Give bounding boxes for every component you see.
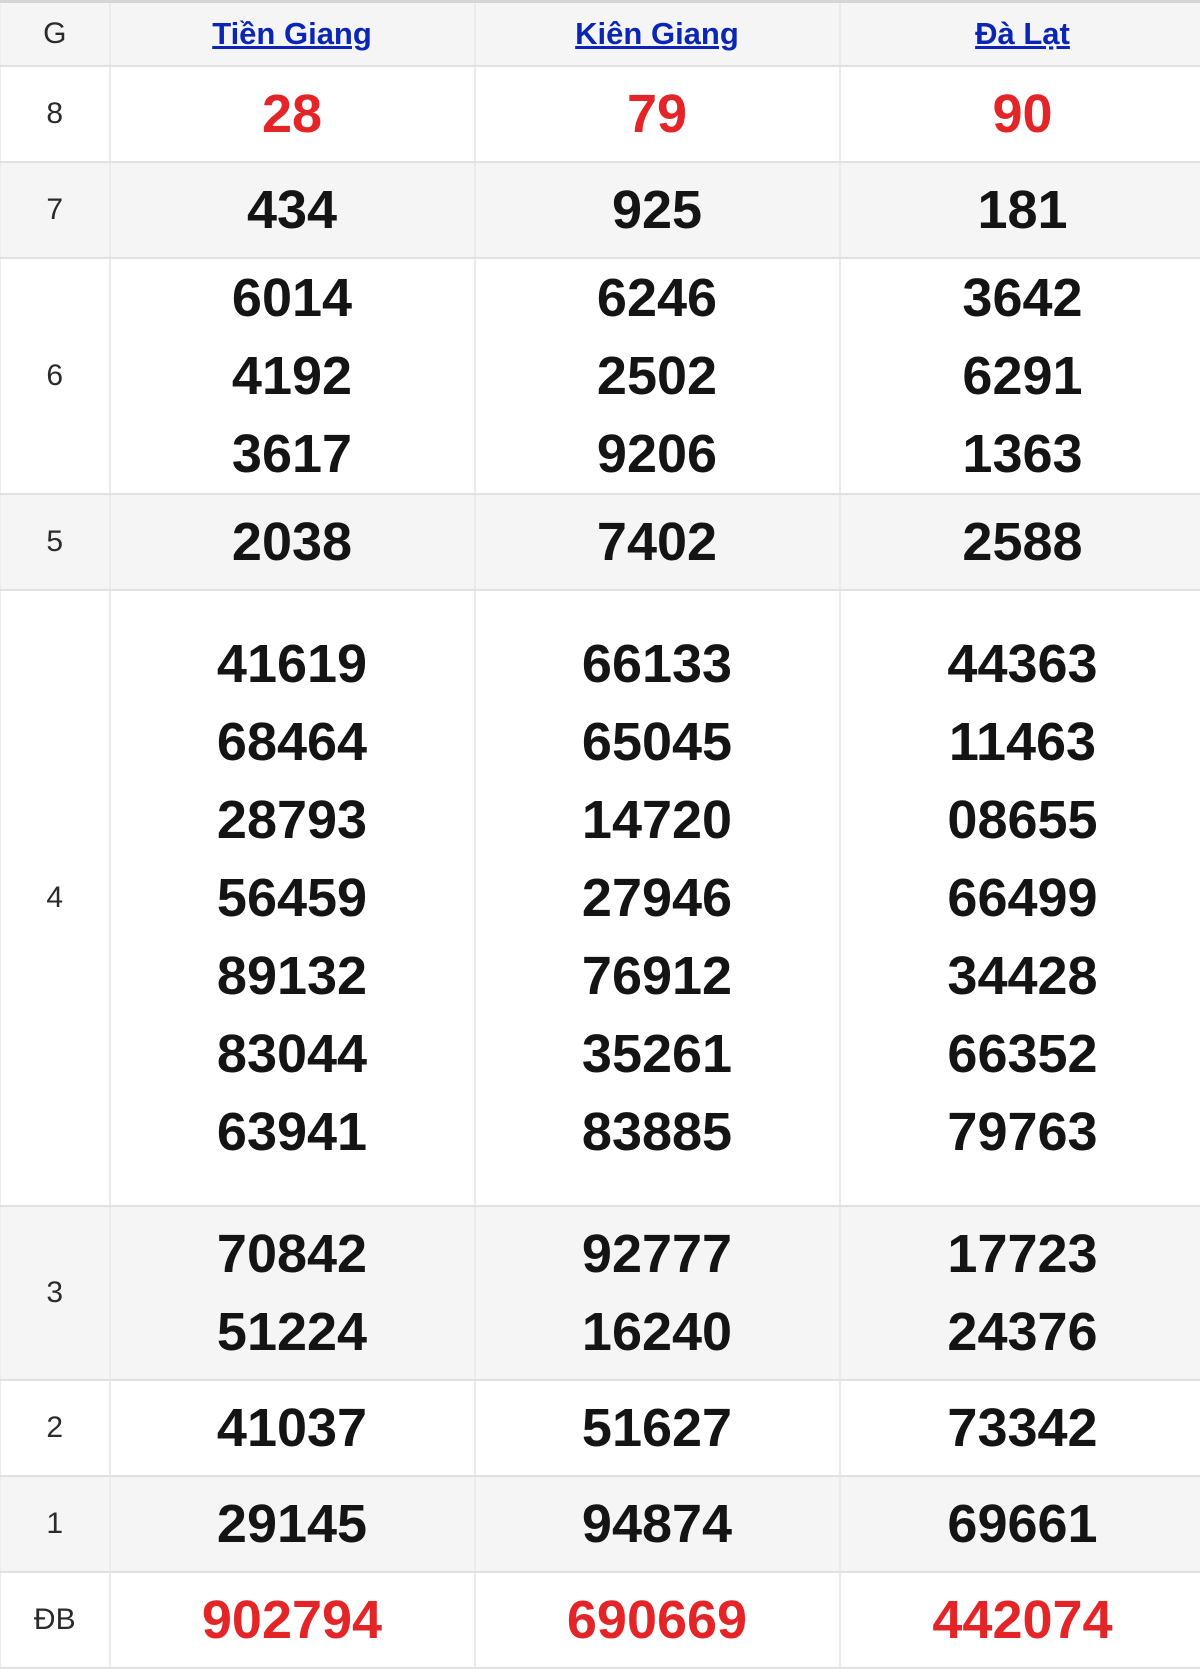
prize-cell-tien-giang bbox=[110, 590, 475, 1206]
prize-label: 6 bbox=[1, 258, 110, 494]
prize-row-4 bbox=[1, 590, 1200, 1206]
prize-column-header: G bbox=[1, 2, 110, 67]
result-number: 442074 bbox=[841, 1581, 1200, 1659]
prize-cell-da-lat bbox=[840, 66, 1200, 162]
province-header-da-lat bbox=[840, 2, 1200, 67]
table-header bbox=[1, 2, 1200, 67]
result-number: 690669 bbox=[476, 1581, 839, 1659]
result-number: 9206 bbox=[476, 415, 839, 493]
prize-label: 3 bbox=[1, 1206, 110, 1380]
result-number: 83044 bbox=[111, 1015, 474, 1093]
prize-label: 2 bbox=[1, 1380, 110, 1476]
result-number: 70842 bbox=[111, 1215, 474, 1293]
prize-cell-da-lat bbox=[840, 1572, 1200, 1668]
result-number: 76912 bbox=[476, 937, 839, 1015]
result-number: 56459 bbox=[111, 859, 474, 937]
prize-row-đb bbox=[1, 1572, 1200, 1668]
prize-cell-tien-giang bbox=[110, 494, 475, 590]
result-number: 35261 bbox=[476, 1015, 839, 1093]
result-number: 66499 bbox=[841, 859, 1200, 937]
prize-row-7 bbox=[1, 162, 1200, 258]
prize-cell-kien-giang bbox=[475, 1206, 840, 1380]
result-number: 6246 bbox=[476, 259, 839, 337]
result-number: 66133 bbox=[476, 625, 839, 703]
prize-row-2 bbox=[1, 1380, 1200, 1476]
result-number: 6291 bbox=[841, 337, 1200, 415]
result-number: 08655 bbox=[841, 781, 1200, 859]
result-number: 83885 bbox=[476, 1093, 839, 1171]
result-number: 51627 bbox=[476, 1389, 839, 1467]
result-number: 34428 bbox=[841, 937, 1200, 1015]
prize-cell-kien-giang bbox=[475, 1476, 840, 1572]
result-number: 66352 bbox=[841, 1015, 1200, 1093]
result-number: 2502 bbox=[476, 337, 839, 415]
prize-cell-kien-giang bbox=[475, 162, 840, 258]
result-number: 41037 bbox=[111, 1389, 474, 1467]
prize-row-6 bbox=[1, 258, 1200, 494]
result-number: 92777 bbox=[476, 1215, 839, 1293]
result-number: 4192 bbox=[111, 337, 474, 415]
result-number: 63941 bbox=[111, 1093, 474, 1171]
prize-cell-da-lat bbox=[840, 162, 1200, 258]
prize-cell-kien-giang bbox=[475, 1572, 840, 1668]
result-number: 29145 bbox=[111, 1485, 474, 1563]
prize-row-3 bbox=[1, 1206, 1200, 1380]
result-number: 902794 bbox=[111, 1581, 474, 1659]
result-number: 73342 bbox=[841, 1389, 1200, 1467]
result-number: 41619 bbox=[111, 625, 474, 703]
province-header-kien-giang bbox=[475, 2, 840, 67]
result-number: 6014 bbox=[111, 259, 474, 337]
result-number: 2588 bbox=[841, 503, 1200, 581]
prize-cell-kien-giang bbox=[475, 590, 840, 1206]
prize-label: 5 bbox=[1, 494, 110, 590]
result-number: 1363 bbox=[841, 415, 1200, 493]
result-number: 44363 bbox=[841, 625, 1200, 703]
result-number: 925 bbox=[476, 171, 839, 249]
result-number: 3642 bbox=[841, 259, 1200, 337]
result-number: 11463 bbox=[841, 703, 1200, 781]
prize-row-5 bbox=[1, 494, 1200, 590]
province-link-tien-giang[interactable]: Tiền Giang bbox=[212, 16, 372, 51]
prize-cell-da-lat bbox=[840, 494, 1200, 590]
results-body bbox=[1, 66, 1200, 1668]
result-number: 79763 bbox=[841, 1093, 1200, 1171]
result-number: 2038 bbox=[111, 503, 474, 581]
prize-label: 1 bbox=[1, 1476, 110, 1572]
prize-label: 4 bbox=[1, 590, 110, 1206]
prize-cell-tien-giang bbox=[110, 1572, 475, 1668]
header-row bbox=[1, 2, 1200, 67]
result-number: 68464 bbox=[111, 703, 474, 781]
prize-cell-tien-giang bbox=[110, 258, 475, 494]
prize-cell-kien-giang bbox=[475, 66, 840, 162]
prize-row-8 bbox=[1, 66, 1200, 162]
prize-row-1 bbox=[1, 1476, 1200, 1572]
province-header-tien-giang bbox=[110, 2, 475, 67]
prize-cell-kien-giang bbox=[475, 258, 840, 494]
result-number: 89132 bbox=[111, 937, 474, 1015]
prize-cell-da-lat bbox=[840, 258, 1200, 494]
province-link-da-lat[interactable]: Đà Lạt bbox=[975, 16, 1070, 51]
prize-cell-kien-giang bbox=[475, 1380, 840, 1476]
prize-label: 8 bbox=[1, 66, 110, 162]
prize-cell-kien-giang bbox=[475, 494, 840, 590]
result-number: 14720 bbox=[476, 781, 839, 859]
prize-cell-tien-giang bbox=[110, 162, 475, 258]
prize-cell-da-lat bbox=[840, 1476, 1200, 1572]
prize-cell-tien-giang bbox=[110, 66, 475, 162]
result-number: 94874 bbox=[476, 1485, 839, 1563]
prize-label: 7 bbox=[1, 162, 110, 258]
prize-cell-tien-giang bbox=[110, 1206, 475, 1380]
result-number: 181 bbox=[841, 171, 1200, 249]
prize-cell-da-lat bbox=[840, 1380, 1200, 1476]
result-number: 7402 bbox=[476, 503, 839, 581]
result-number: 28793 bbox=[111, 781, 474, 859]
result-number: 69661 bbox=[841, 1485, 1200, 1563]
result-number: 24376 bbox=[841, 1293, 1200, 1371]
result-number: 51224 bbox=[111, 1293, 474, 1371]
province-link-kien-giang[interactable]: Kiên Giang bbox=[575, 16, 739, 51]
result-number: 90 bbox=[841, 75, 1200, 153]
prize-cell-da-lat bbox=[840, 590, 1200, 1206]
result-number: 28 bbox=[111, 75, 474, 153]
prize-label: ĐB bbox=[1, 1572, 110, 1668]
result-number: 3617 bbox=[111, 415, 474, 493]
result-number: 27946 bbox=[476, 859, 839, 937]
result-number: 434 bbox=[111, 171, 474, 249]
result-number: 17723 bbox=[841, 1215, 1200, 1293]
result-number: 79 bbox=[476, 75, 839, 153]
prize-cell-tien-giang bbox=[110, 1476, 475, 1572]
prize-cell-tien-giang bbox=[110, 1380, 475, 1476]
prize-cell-da-lat bbox=[840, 1206, 1200, 1380]
result-number: 65045 bbox=[476, 703, 839, 781]
result-number: 16240 bbox=[476, 1293, 839, 1371]
